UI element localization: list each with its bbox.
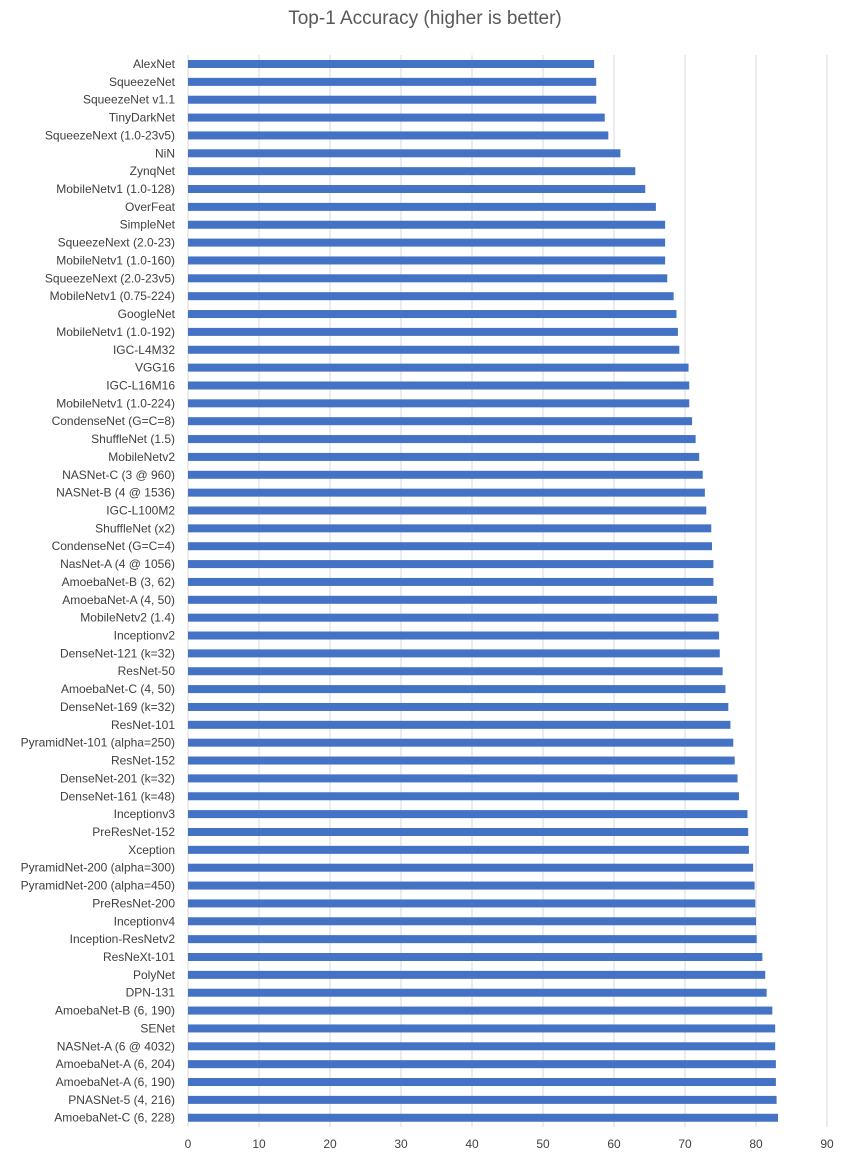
- bar: [188, 971, 765, 979]
- chart-title: Top-1 Accuracy (higher is better): [288, 8, 562, 29]
- bar: [188, 989, 767, 997]
- bars: [188, 60, 778, 1122]
- category-label: AmoebaNet-A (4, 50): [62, 592, 175, 607]
- category-label: NasNet-A (4 @ 1056): [60, 557, 175, 572]
- bar: [188, 596, 717, 604]
- bar: [188, 846, 749, 854]
- bar: [188, 632, 719, 640]
- bar: [188, 703, 728, 711]
- bar: [188, 239, 665, 247]
- bar: [188, 292, 674, 300]
- category-label: SqueezeNext (1.0-23v5): [44, 128, 175, 143]
- bar: [188, 60, 594, 68]
- category-label: AmoebaNet-A (6, 190): [55, 1075, 175, 1090]
- bar: [188, 685, 725, 693]
- category-label: MobileNetv2 (1.4): [80, 610, 175, 625]
- bar: [188, 1024, 775, 1032]
- bar: [188, 1042, 775, 1050]
- bar: [188, 1114, 778, 1122]
- category-label: CondenseNet (G=C=8): [51, 414, 175, 429]
- bar: [188, 721, 730, 729]
- category-label: TinyDarkNet: [108, 110, 175, 125]
- x-tick-label: 30: [394, 1137, 408, 1151]
- category-label: ShuffleNet (x2): [95, 521, 175, 536]
- bar: [188, 899, 755, 907]
- bar: [188, 667, 723, 675]
- category-label: SimpleNet: [119, 217, 175, 232]
- category-label: PyramidNet-200 (alpha=450): [20, 878, 175, 893]
- category-label: GoogleNet: [117, 307, 175, 322]
- category-label: Xception: [128, 842, 175, 857]
- bar: [188, 614, 718, 622]
- bar: [188, 1060, 776, 1068]
- bar: [188, 542, 712, 550]
- bar: [188, 167, 635, 175]
- category-label: Inceptionv4: [113, 914, 175, 929]
- category-label: Inceptionv3: [113, 807, 175, 822]
- bar: [188, 221, 665, 229]
- x-tick-label: 10: [252, 1137, 266, 1151]
- category-label: AlexNet: [132, 57, 175, 71]
- category-label: CondenseNet (G=C=4): [51, 539, 175, 554]
- bar: [188, 917, 756, 925]
- bar: [188, 310, 676, 318]
- bar: [188, 256, 665, 264]
- bar: [188, 935, 757, 943]
- category-label: SqueezeNext (2.0-23v5): [44, 271, 175, 286]
- category-label: PolyNet: [132, 967, 175, 982]
- category-label: MobileNetv1 (0.75-224): [49, 289, 175, 304]
- category-label: PreResNet-152: [92, 824, 175, 839]
- grid: [188, 55, 827, 1127]
- x-tick-label: 40: [465, 1137, 479, 1151]
- category-label: AmoebaNet-C (4, 50): [60, 682, 175, 697]
- bar: [188, 774, 738, 782]
- bar: [188, 149, 620, 157]
- category-label: DPN-131: [125, 985, 175, 1000]
- bar: [188, 1007, 772, 1015]
- x-tick-label: 20: [323, 1137, 337, 1151]
- bar: [188, 328, 678, 336]
- bar: [188, 524, 711, 532]
- category-label: SqueezeNet v1.1: [82, 92, 175, 107]
- category-label: ResNet-101: [110, 717, 175, 732]
- category-label: OverFeat: [124, 199, 175, 214]
- category-label: ResNet-50: [117, 664, 175, 679]
- x-tick-label: 0: [184, 1137, 192, 1151]
- bar: [188, 1096, 777, 1104]
- bar: [188, 471, 703, 479]
- category-label: DenseNet-169 (k=32): [59, 699, 175, 714]
- category-labels: [21, 57, 176, 1125]
- category-label: AmoebaNet-A (6, 204): [55, 1057, 175, 1072]
- category-label: PyramidNet-101 (alpha=250): [20, 735, 175, 750]
- category-label: AmoebaNet-B (3, 62): [61, 574, 175, 589]
- category-label: SqueezeNet: [108, 74, 175, 89]
- category-label: DenseNet-161 (k=48): [59, 789, 175, 804]
- x-tick-label: 50: [536, 1137, 550, 1151]
- category-label: NASNet-B (4 @ 1536): [56, 485, 175, 500]
- category-label: NiN: [155, 146, 175, 161]
- category-label: ShuffleNet (1.5): [91, 432, 175, 447]
- bar: [188, 560, 713, 568]
- category-label: MobileNetv1 (1.0-160): [56, 253, 175, 268]
- bar: [188, 1078, 776, 1086]
- category-label: SqueezeNext (2.0-23): [57, 235, 175, 250]
- category-label: PyramidNet-200 (alpha=300): [20, 860, 175, 875]
- bar: [188, 882, 755, 890]
- bar: [188, 364, 689, 372]
- category-label: DenseNet-201 (k=32): [59, 771, 175, 786]
- category-label: SENet: [140, 1021, 175, 1036]
- category-label: AmoebaNet-B (6, 190): [54, 1003, 175, 1018]
- bar: [188, 346, 679, 354]
- category-label: IGC-L4M32: [112, 342, 175, 357]
- category-label: NASNet-A (6 @ 4032): [56, 1039, 175, 1054]
- category-label: MobileNetv2: [108, 449, 175, 464]
- bar: [188, 381, 689, 389]
- category-label: AmoebaNet-C (6, 228): [54, 1110, 175, 1125]
- bar: [188, 96, 596, 104]
- x-tick-label: 90: [820, 1137, 834, 1151]
- bar: [188, 739, 733, 747]
- bar: [188, 417, 692, 425]
- bar: [188, 953, 762, 961]
- category-label: MobileNetv1 (1.0-224): [56, 396, 175, 411]
- bar: [188, 274, 667, 282]
- category-label: IGC-L100M2: [106, 503, 175, 518]
- x-tick-label: 70: [678, 1137, 692, 1151]
- x-axis-tick-labels: [185, 1137, 834, 1151]
- bar: [188, 131, 608, 139]
- bar: [188, 578, 713, 586]
- category-label: ResNeXt-101: [102, 950, 175, 964]
- bar: [188, 757, 735, 765]
- category-label: MobileNetv1 (1.0-192): [56, 324, 175, 339]
- bar: [188, 864, 753, 872]
- bar: [188, 828, 748, 836]
- x-tick-label: 60: [607, 1137, 621, 1151]
- x-tick-label: 80: [749, 1137, 763, 1151]
- category-label: PreResNet-200: [92, 896, 175, 911]
- category-label: NASNet-C (3 @ 960): [62, 467, 175, 482]
- bar: [188, 792, 739, 800]
- category-label: ResNet-152: [110, 753, 175, 768]
- category-label: ZynqNet: [129, 164, 175, 179]
- category-label: MobileNetv1 (1.0-128): [56, 182, 175, 197]
- bar: [188, 399, 689, 407]
- category-label: DenseNet-121 (k=32): [59, 646, 175, 661]
- bar: [188, 649, 720, 657]
- category-label: Inceptionv2: [113, 628, 175, 643]
- bar: [188, 185, 645, 193]
- bar: [188, 453, 699, 461]
- category-label: PNASNet-5 (4, 216): [68, 1092, 175, 1107]
- bar: [188, 435, 696, 443]
- bar: [188, 114, 605, 122]
- category-label: Inception-ResNetv2: [69, 932, 175, 947]
- bar: [188, 810, 747, 818]
- bar: [188, 203, 656, 211]
- bar: [188, 489, 705, 497]
- bar: [188, 78, 596, 86]
- category-label: VGG16: [134, 360, 175, 375]
- category-label: IGC-L16M16: [106, 378, 175, 393]
- bar: [188, 507, 706, 515]
